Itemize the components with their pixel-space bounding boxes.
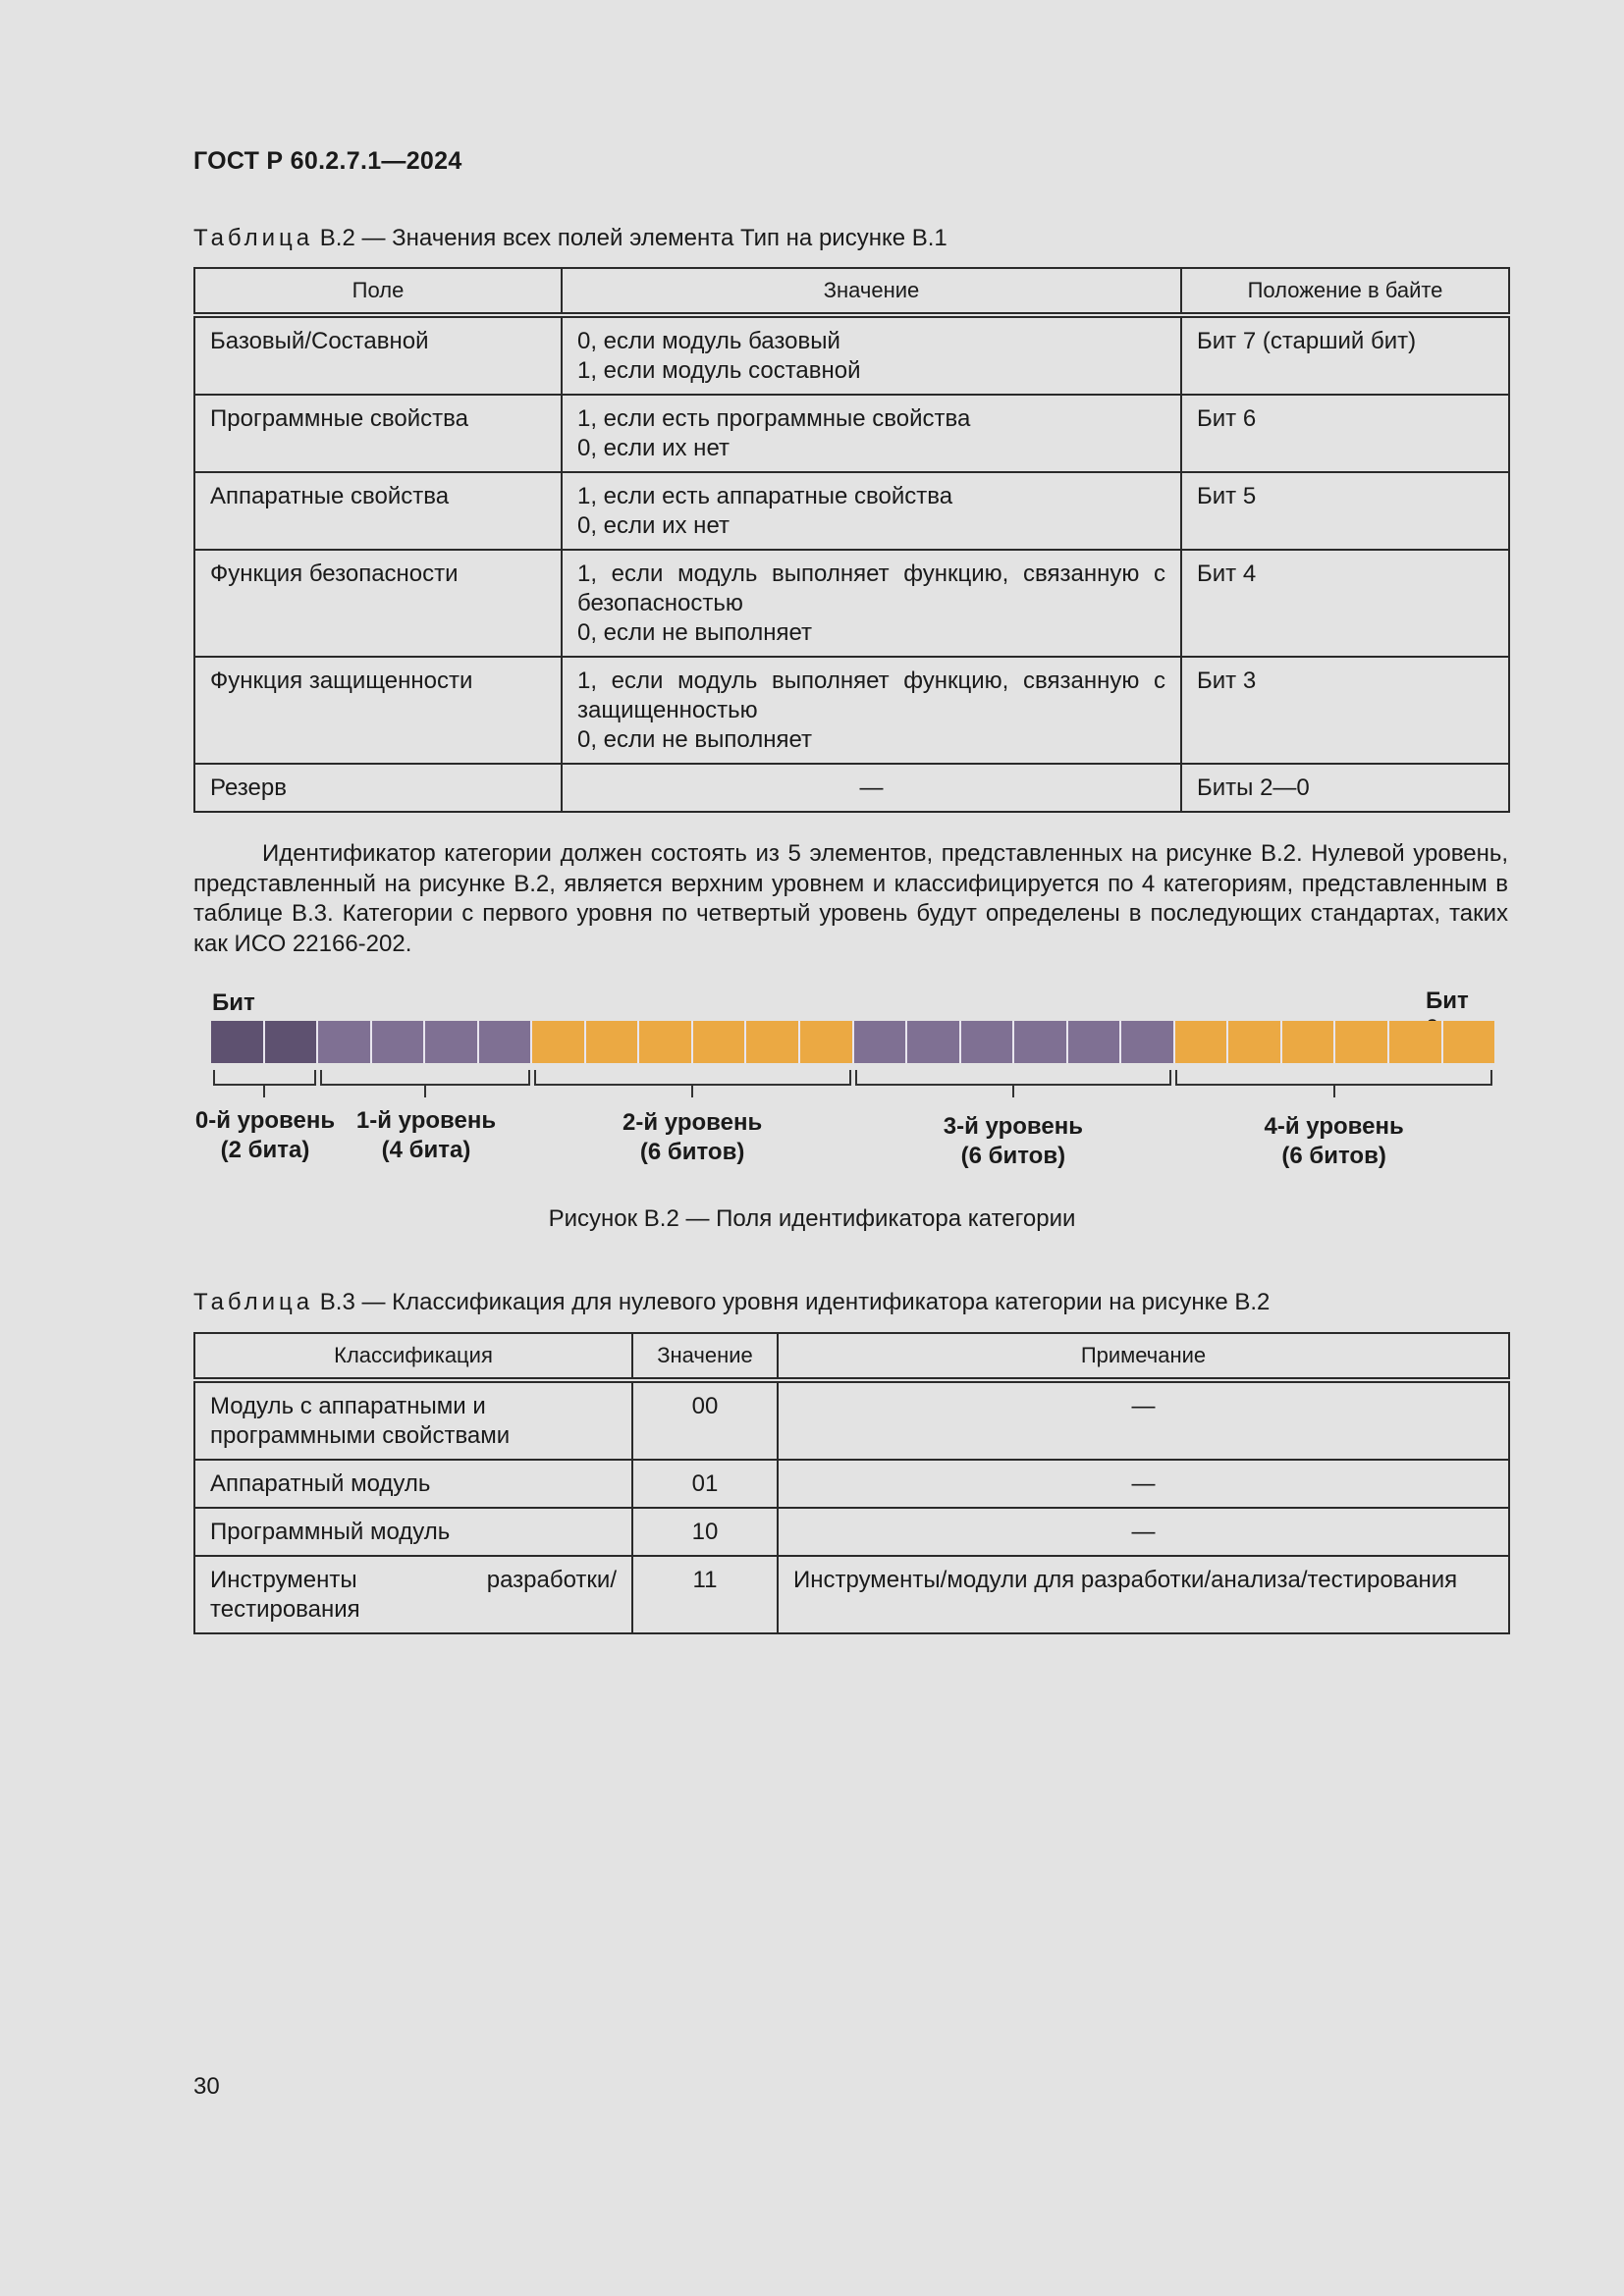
table-b3-cell-note: —: [778, 1380, 1509, 1460]
table-row: [194, 764, 1509, 812]
bit-cell: [586, 1021, 640, 1063]
value-line: 1, если есть программные свойства: [577, 405, 971, 432]
table-row: [194, 1460, 1509, 1508]
level-label-title: 4-й уровень: [1264, 1113, 1404, 1140]
document-header: ГОСТ Р 60.2.7.1—2024: [193, 147, 462, 175]
table-b3-cell-value: 01: [632, 1460, 778, 1508]
table-b3: [193, 1332, 1510, 1634]
figure-caption: Рисунок В.2 — Поля идентификатора категории: [548, 1205, 1076, 1232]
bit-bar: [211, 1021, 1494, 1063]
table-b3-cell-classification: Аппаратный модуль: [194, 1460, 632, 1508]
table-b3-header-classification: Классификация: [194, 1333, 632, 1380]
bit-cell: [1282, 1021, 1336, 1063]
bit-cell: [425, 1021, 479, 1063]
table-b3-cell-note: Инструменты/модули для разработки/анализа/тестирования: [778, 1556, 1509, 1633]
table-b2-cell-position: Биты 2—0: [1181, 764, 1509, 812]
bit-cell: [1335, 1021, 1389, 1063]
body-paragraph: Идентификатор категории должен состоять из 5 элементов, представленных на рисунке В.2. Нулевой уровень, представленный на рисунке В.2, является верхним уровнем и классифицируется по 4 категориям, представленным в таблице В.3. Категории с первого уровня по четвертый уровень будут определены в последующих стандартах, таких как ИСО 22166-202.: [193, 840, 1508, 957]
bit-cell: [1228, 1021, 1282, 1063]
level-brace: [320, 1070, 530, 1086]
value-line: 0, если не выполняет: [577, 619, 812, 646]
value-line: 0, если модуль базовый: [577, 328, 840, 354]
level-label-title: 0-й уровень: [194, 1107, 336, 1134]
table-b2-cell-value: [562, 550, 1181, 657]
value-line: 0, если не выполняет: [577, 726, 812, 753]
brace-tick: [424, 1084, 426, 1097]
table-b2-cell-value: [562, 657, 1181, 764]
bit-cell: [1443, 1021, 1495, 1063]
table-b2-cell-position: Бит 5: [1181, 472, 1509, 550]
level-label: [318, 1106, 534, 1165]
level-label-title: 2-й уровень: [623, 1109, 763, 1136]
table-b2-cell-position: Бит 7 (старший бит): [1181, 315, 1509, 395]
table-b3-cell-value: 00: [632, 1380, 778, 1460]
table-b2-caption: [193, 225, 947, 252]
table-b2-caption-prefix: Таблица: [193, 225, 314, 251]
table-b2-cell-position: Бит 3: [1181, 657, 1509, 764]
table-row: [194, 1508, 1509, 1556]
bit-cell: [961, 1021, 1015, 1063]
table-b3-header-note: Примечание: [778, 1333, 1509, 1380]
level-label: [1226, 1112, 1442, 1171]
table-b3-header-row: [194, 1333, 1509, 1380]
value-line: 0, если их нет: [577, 512, 730, 539]
table-b3-caption: [193, 1289, 1270, 1316]
table-b2-cell-value: [562, 395, 1181, 472]
table-b2-cell-position: Бит 6: [1181, 395, 1509, 472]
bit-cell: [693, 1021, 747, 1063]
bit-cell: [800, 1021, 854, 1063]
table-row: [194, 1380, 1509, 1460]
page-number: 30: [193, 2073, 220, 2100]
level-label-bits: (6 битов): [960, 1143, 1066, 1169]
bit-cell: [532, 1021, 586, 1063]
bit-cell: [639, 1021, 693, 1063]
value-line: 1, если есть аппаратные свойства: [577, 483, 953, 509]
table-b2-cell-field: Функция безопасности: [194, 550, 562, 657]
table-row: [194, 550, 1509, 657]
value-line: —: [859, 774, 884, 801]
table-b3-cell-classification: Модуль с аппаратными и программными свойствами: [194, 1380, 632, 1460]
bit-cell: [211, 1021, 265, 1063]
brace-tick: [691, 1084, 693, 1097]
value-line: 1, если модуль составной: [577, 357, 861, 384]
table-b3-cell-classification: Инструменты разработки/тестирования: [194, 1556, 632, 1633]
brace-tick: [263, 1084, 265, 1097]
brace-tick: [1333, 1084, 1335, 1097]
bit-0-label: Бит: [1426, 988, 1469, 1014]
table-b2-cell-field: Функция защищенности: [194, 657, 562, 764]
table-b2-cell-field: Программные свойства: [194, 395, 562, 472]
level-label-bits: (6 битов): [1281, 1143, 1386, 1169]
bit-cell: [1175, 1021, 1229, 1063]
level-brace: [534, 1070, 851, 1086]
table-b2-header-field: Поле: [194, 268, 562, 315]
bit-cell: [479, 1021, 533, 1063]
table-row: [194, 657, 1509, 764]
table-b3-header-value: Значение: [632, 1333, 778, 1380]
bit-cell: [265, 1021, 319, 1063]
bit-cell: [854, 1021, 908, 1063]
bit-cell: [907, 1021, 961, 1063]
bit-cell: [1014, 1021, 1068, 1063]
table-b2-caption-text: В.2 — Значения всех полей элемента Тип на рисунке В.1: [313, 225, 947, 251]
bit-23-label: Бит: [212, 989, 255, 1016]
table-b2-cell-value: [562, 315, 1181, 395]
table-row: [194, 1556, 1509, 1633]
table-b3-cell-classification: Программный модуль: [194, 1508, 632, 1556]
bit-cell: [746, 1021, 800, 1063]
table-b3-cell-note: —: [778, 1460, 1509, 1508]
table-row: [194, 395, 1509, 472]
bit-cell: [1389, 1021, 1443, 1063]
value-line: 1, если модуль выполняет функцию, связанную с безопасностью: [577, 561, 1165, 616]
table-b2-cell-field: Аппаратные свойства: [194, 472, 562, 550]
level-label-bits: (2 бита): [220, 1137, 310, 1163]
table-b2: [193, 267, 1510, 813]
value-line: 1, если модуль выполняет функцию, связанную с защищенностью: [577, 667, 1165, 723]
table-b2-cell-field: Резерв: [194, 764, 562, 812]
table-b2-header-position: Положение в байте: [1181, 268, 1509, 315]
brace-tick: [1012, 1084, 1014, 1097]
level-brace: [213, 1070, 316, 1086]
bit-cell: [372, 1021, 426, 1063]
table-b3-cell-value: 11: [632, 1556, 778, 1633]
table-b2-cell-value: [562, 472, 1181, 550]
bit-cell: [1121, 1021, 1175, 1063]
table-b3-cell-note: —: [778, 1508, 1509, 1556]
level-label: [584, 1108, 800, 1167]
level-label-bits: (4 бита): [381, 1137, 471, 1163]
table-b2-cell-value: [562, 764, 1181, 812]
level-brace: [855, 1070, 1172, 1086]
table-b2-cell-field: Базовый/Составной: [194, 315, 562, 395]
table-b3-cell-value: 10: [632, 1508, 778, 1556]
level-label: [905, 1112, 1121, 1171]
table-b3-caption-prefix: Таблица: [193, 1289, 314, 1315]
value-line: 0, если их нет: [577, 435, 730, 461]
table-b2-header-row: [194, 268, 1509, 315]
table-b2-header-value: Значение: [562, 268, 1181, 315]
level-label-bits: (6 битов): [639, 1139, 745, 1165]
table-row: [194, 472, 1509, 550]
bit-cell: [318, 1021, 372, 1063]
level-brace: [1175, 1070, 1492, 1086]
table-b2-cell-position: Бит 4: [1181, 550, 1509, 657]
table-b3-caption-text: В.3 — Классификация для нулевого уровня идентификатора категории на рисунке В.2: [313, 1289, 1271, 1315]
level-label-title: 3-й уровень: [943, 1113, 1083, 1140]
table-row: [194, 315, 1509, 395]
bit-cell: [1068, 1021, 1122, 1063]
level-label-title: 1-й уровень: [355, 1107, 497, 1134]
